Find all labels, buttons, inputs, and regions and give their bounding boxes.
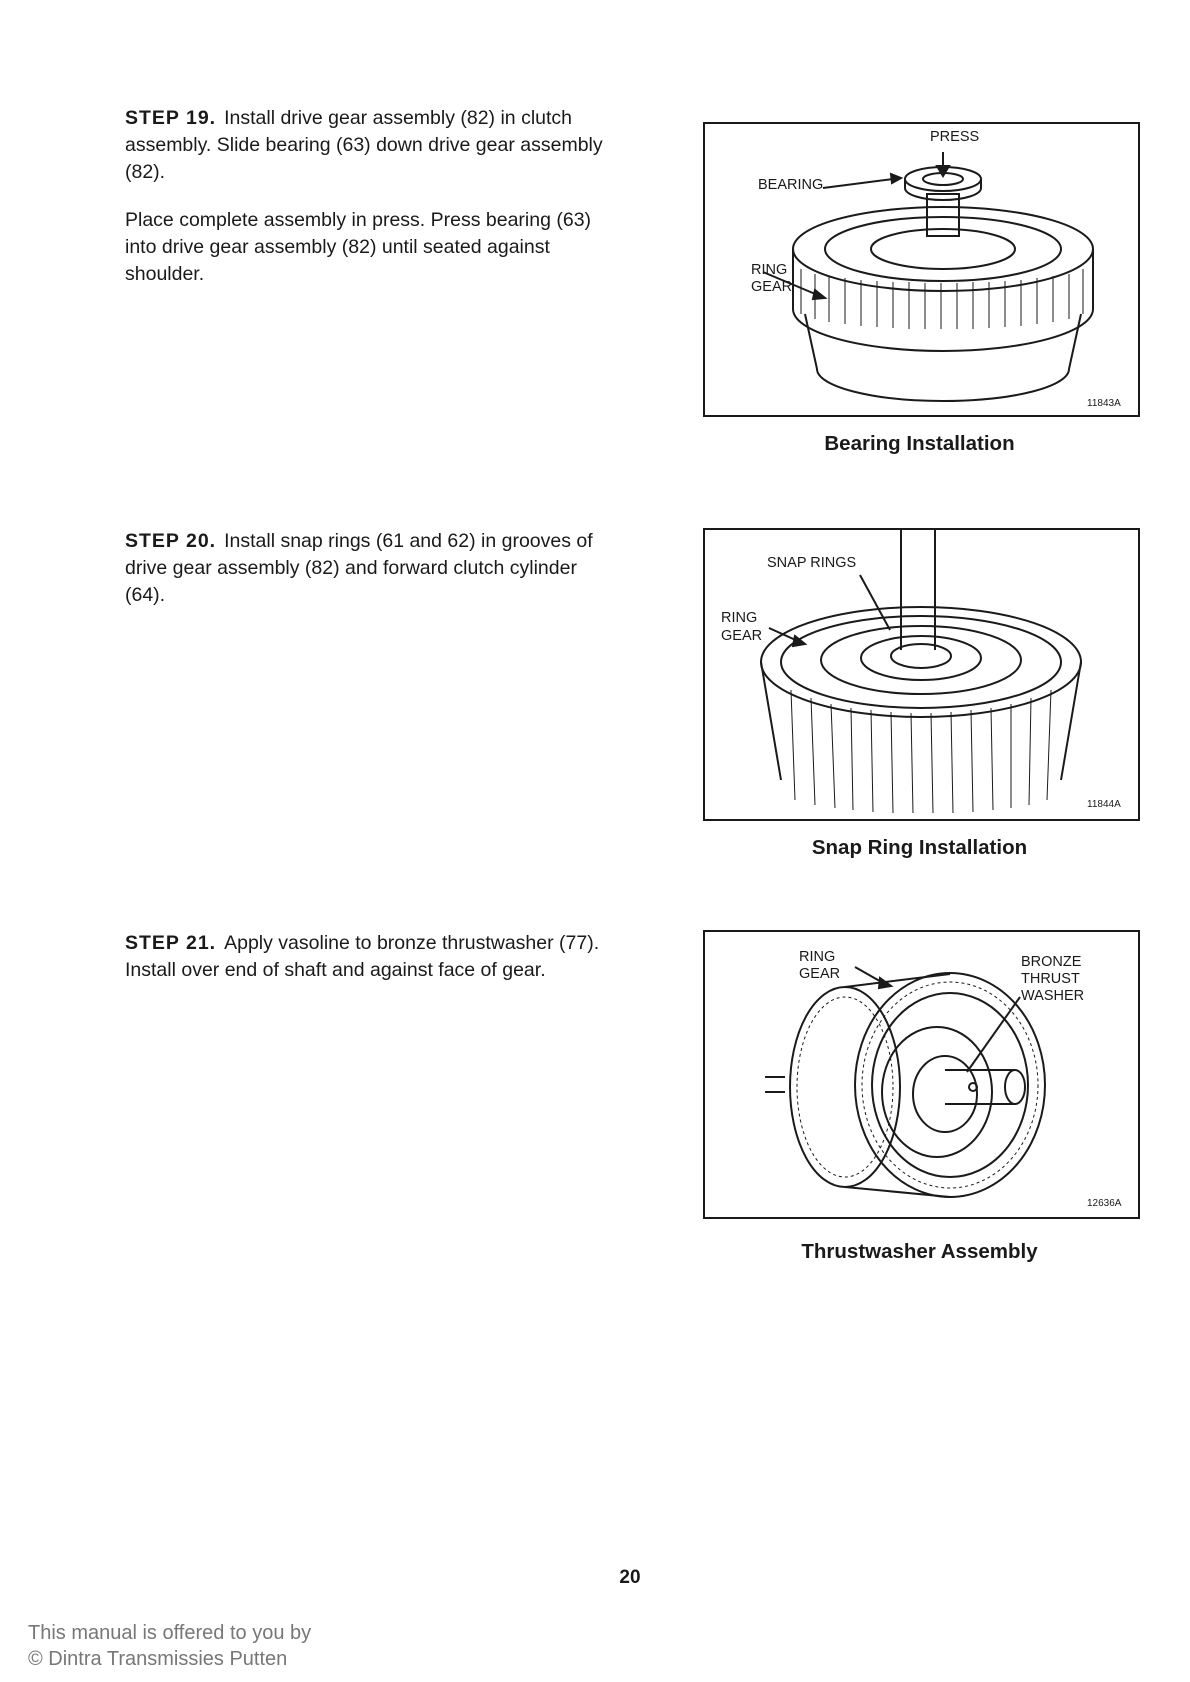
label-gear: GEAR (799, 966, 841, 982)
step-19 (125, 105, 605, 309)
step-19-text-1: Install drive gear assembly (82) in clutch assembly. Slide bearing (63) down drive gear assembly (82). (125, 107, 603, 183)
bearing-installation-caption: Bearing Installation (824, 432, 1015, 455)
label-thrust: THRUST (1021, 971, 1080, 987)
snap-ring-installation-caption: Snap Ring Installation (811, 836, 1028, 859)
step-20 (125, 528, 605, 630)
footer (28, 1620, 311, 1672)
label-snap-rings: SNAP RINGS (767, 555, 857, 571)
step-20-paragraph-1 (125, 528, 605, 609)
step-20-text-1: Install snap rings (61 and 62) in grooves of drive gear assembly (82) and forward clutch cylinder (64). (125, 530, 593, 606)
snap-ring-installation-illustration (705, 530, 1138, 819)
label-gear: GEAR (721, 628, 763, 644)
figure-code: 11843A (1087, 398, 1121, 409)
bearing-installation-figure (703, 122, 1140, 417)
label-gear: GEAR (751, 279, 793, 295)
step-19-paragraph-1 (125, 105, 605, 186)
step-19-label: STEP 19. (125, 107, 217, 129)
label-press: PRESS (930, 129, 980, 145)
label-ring: RING (799, 949, 836, 965)
snap-ring-installation-figure (703, 528, 1140, 821)
footer-line-2: © Dintra Transmissies Putten (28, 1648, 288, 1670)
label-ring: RING (721, 610, 758, 626)
step-21-text-1: Apply vasoline to bronze thrustwasher (77). Install over end of shaft and against face of gear. (125, 932, 600, 981)
label-bronze: BRONZE (1021, 954, 1082, 970)
thrustwasher-assembly-figure (703, 930, 1140, 1219)
step-21-paragraph-1 (125, 930, 605, 984)
footer-line-1: This manual is offered to you by (28, 1622, 312, 1644)
label-ring: RING (751, 262, 788, 278)
page-number: 20 (619, 1567, 641, 1588)
thrustwasher-assembly-illustration (705, 932, 1138, 1217)
step-19-paragraph-2: Place complete assembly in press. Press bearing (63) into drive gear assembly (82) until seated against shoulder. (125, 209, 592, 285)
step-20-label: STEP 20. (125, 530, 217, 552)
bearing-installation-illustration (705, 124, 1138, 415)
step-21-label: STEP 21. (125, 932, 217, 954)
label-bearing: BEARING (758, 177, 824, 193)
label-washer: WASHER (1021, 988, 1085, 1004)
thrustwasher-assembly-caption: Thrustwasher Assembly (801, 1240, 1038, 1263)
figure-code: 11844A (1087, 799, 1121, 810)
figure-code: 12636A (1087, 1198, 1122, 1209)
step-21 (125, 930, 605, 1005)
